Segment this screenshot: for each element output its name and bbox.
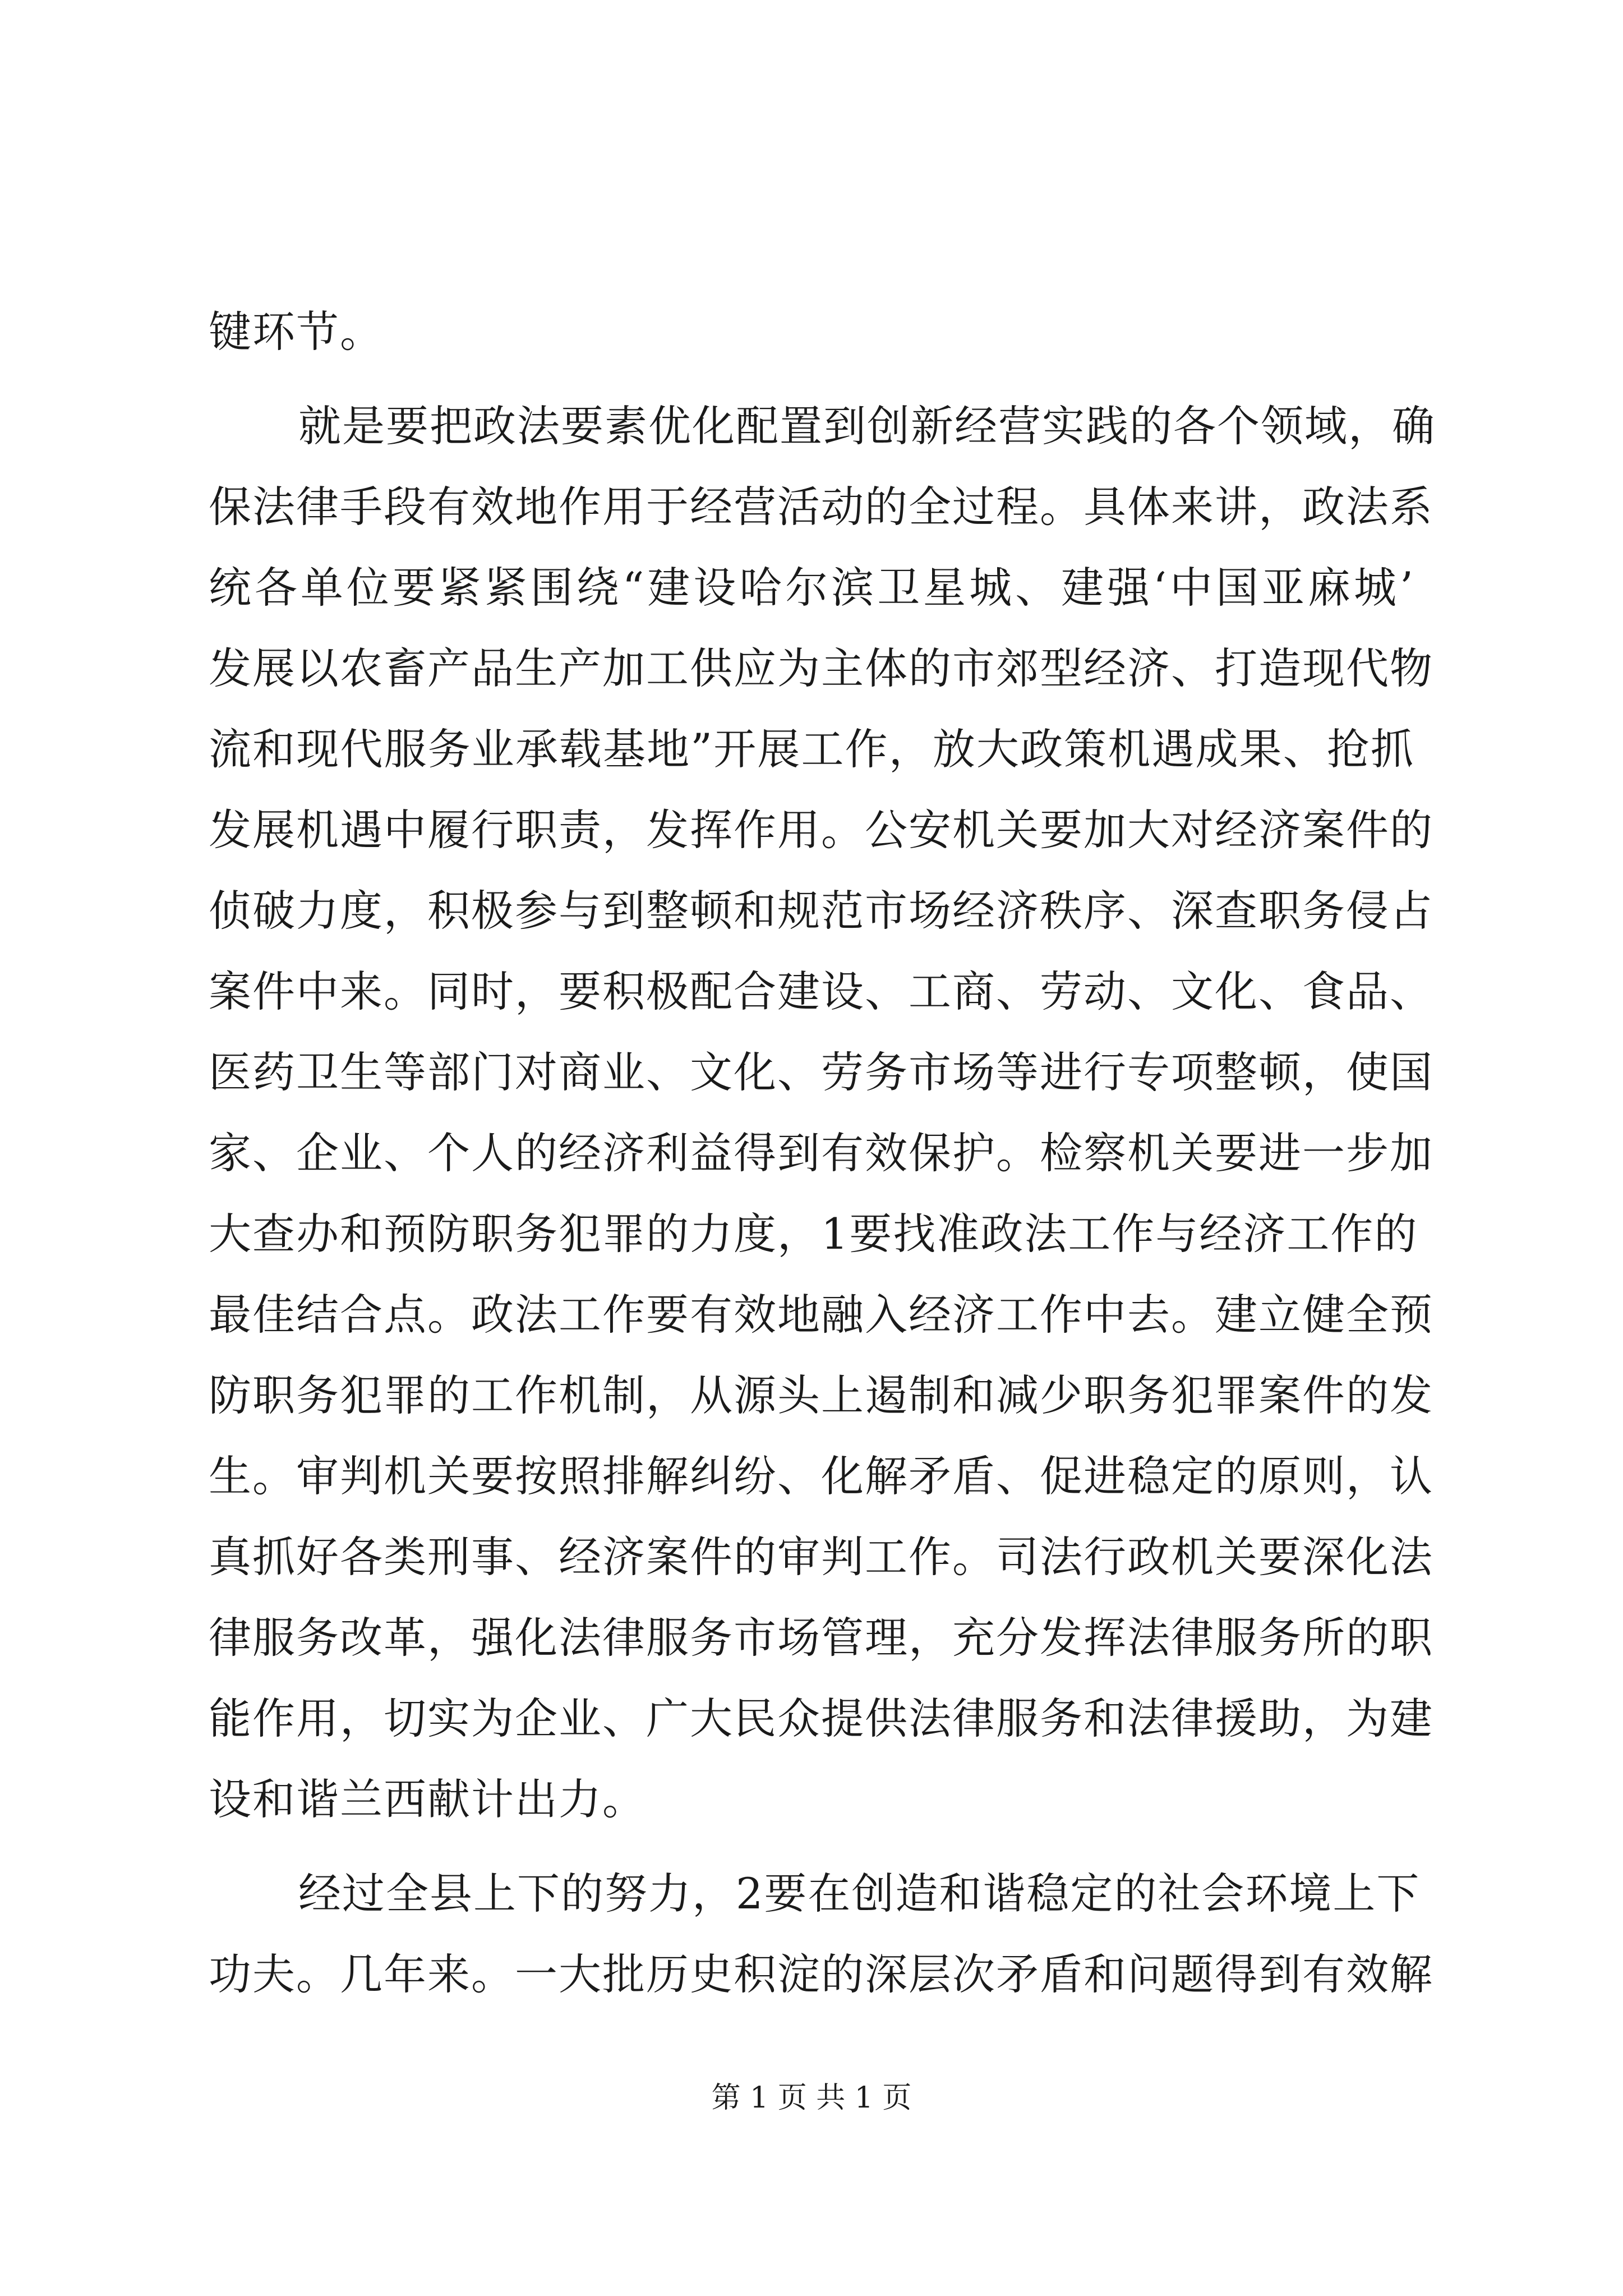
text-line: 设和谐兰西献计出力。 — [209, 1774, 646, 1824]
text-line: 案件中来。同时，要积极配合建设、工商、劳动、文化、食品、 — [209, 967, 1433, 1016]
text-line: 就是要把政法要素优化配置到创新经营实践的各个领域，确 — [298, 401, 1436, 451]
text-line: 防职务犯罪的工作机制，从源头上遏制和减少职务犯罪案件的发 — [209, 1370, 1433, 1420]
text-line: 发展机遇中履行职责，发挥作用。公安机关要加大对经济案件的 — [209, 805, 1433, 855]
page-footer: 第 1 页 共 1 页 — [711, 2081, 912, 2115]
paragraph-3 — [209, 1853, 1433, 2015]
text-line: 经过全县上下的努力，2要在创造和谐稳定的社会环境上下 — [298, 1869, 1421, 1918]
text-line: 生。审判机关要按照排解纠纷、化解矛盾、促进稳定的原则，认 — [209, 1451, 1433, 1501]
text-line: 真抓好各类刑事、经济案件的审判工作。司法行政机关要深化法 — [209, 1532, 1433, 1582]
paragraph-2 — [209, 386, 1436, 1840]
text-line: 家、企业、个人的经济利益得到有效保护。检察机关要进一步加 — [209, 1128, 1433, 1178]
text-line: 键环节。 — [209, 307, 384, 357]
text-line: 侦破力度，积极参与到整顿和规范市场经济秩序、深查职务侵占 — [209, 886, 1433, 936]
text-line: 医药卫生等部门对商业、文化、劳务市场等进行专项整顿，使国 — [209, 1047, 1433, 1097]
text-line: 大查办和预防职务犯罪的力度，1要找准政法工作与经济工作的 — [209, 1209, 1418, 1259]
text-line: 发展以农畜产品生产加工供应为主体的市郊型经济、打造现代物 — [209, 643, 1433, 693]
text-line: 流和现代服务业承载基地”开展工作，放大政策机遇成果、抢抓 — [209, 724, 1414, 774]
text-line: 能作用，切实为企业、广大民众提供法律服务和法律援助，为建 — [209, 1694, 1433, 1743]
text-line: 功夫。几年来。一大批历史积淀的深层次矛盾和问题得到有效解 — [209, 1949, 1433, 1999]
paragraph-1 — [209, 292, 1414, 372]
text-line: 统各单位要紧紧围绕“建设哈尔滨卫星城、建强‘中国亚麻城’ — [209, 563, 1414, 613]
body-text — [209, 292, 1436, 2015]
text-line: 律服务改革，强化法律服务市场管理，充分发挥法律服务所的职 — [209, 1613, 1433, 1663]
text-line: 最佳结合点。政法工作要有效地融入经济工作中去。建立健全预 — [209, 1290, 1433, 1340]
text-line: 保法律手段有效地作用于经营活动的全过程。具体来讲，政法系 — [209, 482, 1433, 532]
